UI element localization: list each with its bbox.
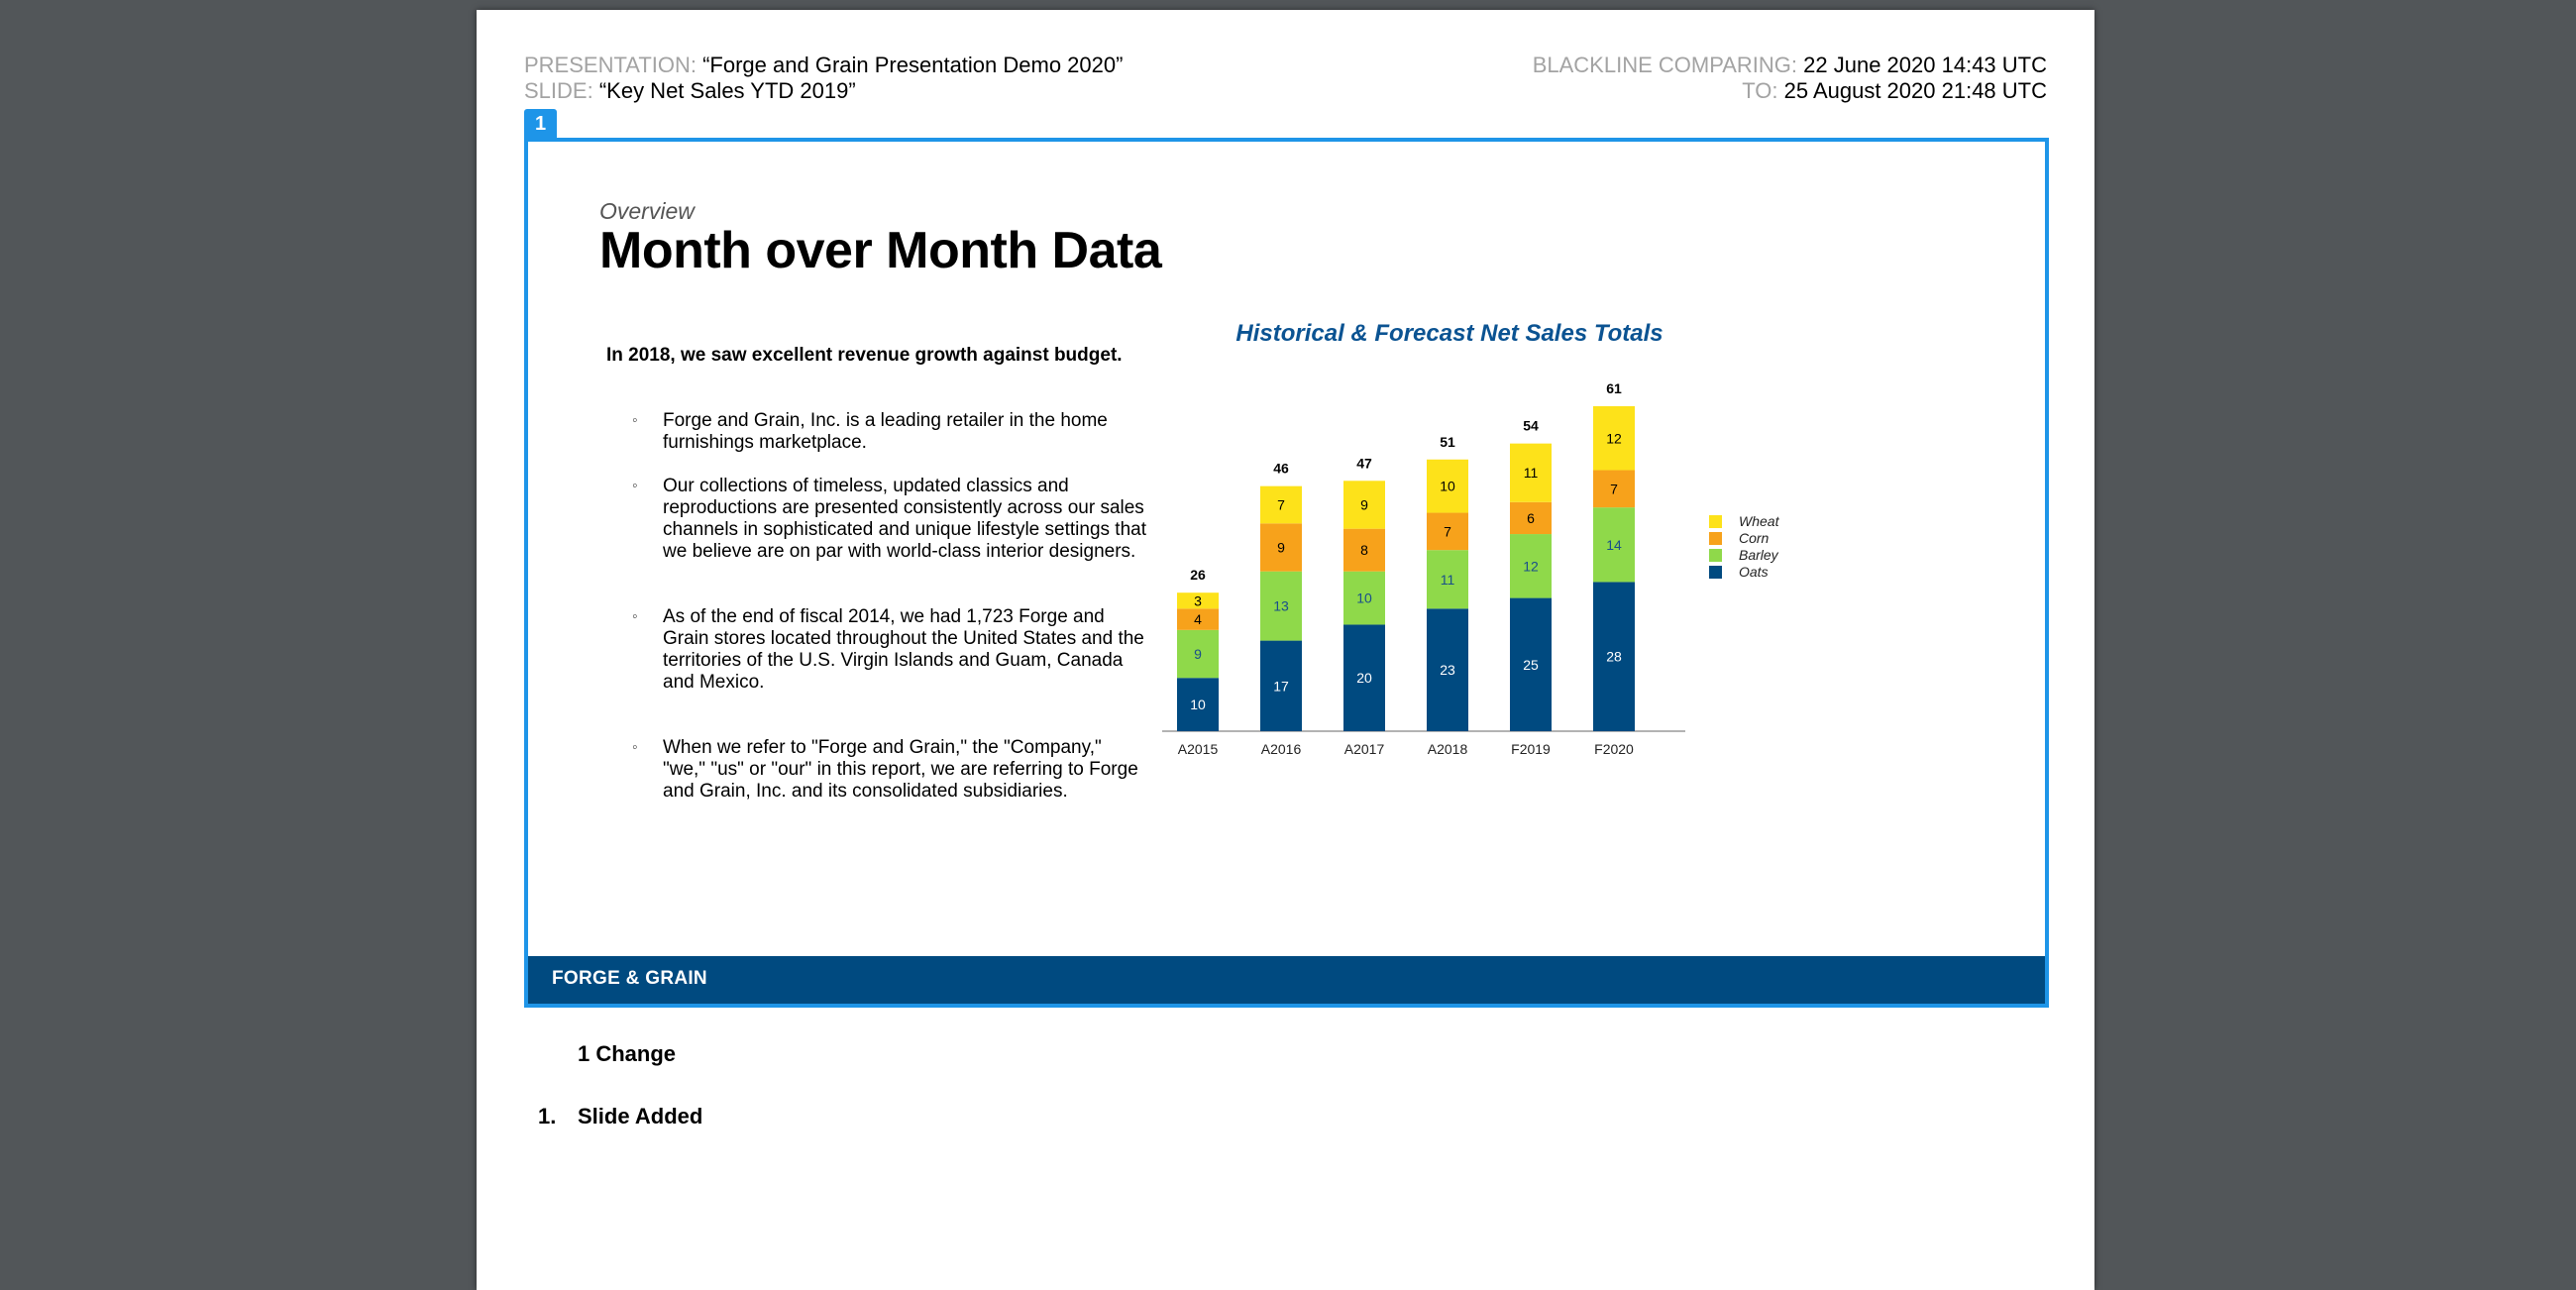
slide-value: “Key Net Sales YTD 2019” [598,78,856,103]
bar-value-label: 9 [1194,646,1202,663]
bar-value-label: 25 [1523,656,1539,673]
bar-value-label: 11 [1440,571,1455,588]
x-tick-label: A2017 [1343,741,1385,757]
bar-value-label: 14 [1606,536,1622,553]
compare-meta [1533,53,2047,104]
bar-value-label: 7 [1277,496,1285,513]
x-tick-label: F2020 [1594,741,1634,757]
bar-value-label: 28 [1606,648,1622,665]
change-item[interactable] [538,1104,702,1129]
bar-value-label: 11 [1523,465,1539,482]
bar-value-label: 7 [1444,523,1451,540]
slide-title: Month over Month Data [599,222,1162,279]
legend-label: Oats [1739,564,1769,580]
compare-key: BLACKLINE COMPARING: [1532,53,1798,77]
slide-bullet-list [632,410,1147,803]
bar-value-label: 9 [1360,496,1368,513]
bar-value-label: 17 [1273,678,1289,695]
footer-brand-text: FORGE & GRAIN [552,968,707,989]
bar-value-label: 23 [1440,662,1455,679]
document-page [477,10,2094,1290]
change-item-number: 1. [538,1104,557,1129]
slide-key: SLIDE: [524,78,593,103]
to-value: 25 August 2020 21:48 UTC [1783,78,2047,103]
bar-total-label: 46 [1273,460,1289,477]
presentation-key: PRESENTATION: [524,53,697,77]
legend-swatch [1709,549,1722,562]
x-tick-label: F2019 [1511,741,1551,757]
changes-summary: 1 Change [578,1041,677,1066]
bullet-item: ◦ When we refer to "Forge and Grain," the "Company," "we," "us" or "our" in this report, we are referring to Forge and Grain, Inc. and its consolidated subsidiaries. [632,737,1147,803]
bar-total-label: 61 [1606,380,1622,396]
bar-value-label: 13 [1273,597,1289,614]
bar-total-label: 51 [1440,433,1455,450]
x-tick-label: A2016 [1260,741,1302,757]
slide-number-badge[interactable]: 1 [524,109,557,139]
bar-value-label: 3 [1194,592,1202,609]
to-key: TO: [1742,78,1778,103]
bar-value-label: 7 [1610,481,1618,497]
compare-value: 22 June 2020 14:43 UTC [1803,53,2047,77]
presentation-meta [524,53,1123,104]
bullet-item: ◦ As of the end of fiscal 2014, we had 1,723 Forge and Grain stores located throughout the United States and the territories of the U.S. Virgin Islands and Guam, Canada and Mexico. [632,606,1147,694]
bar-value-label: 20 [1356,670,1372,687]
bar-total-label: 47 [1356,455,1372,472]
bar-value-label: 9 [1277,539,1285,556]
legend-label: Barley [1739,547,1778,563]
slide-footer-bar [528,956,2045,1004]
bar-value-label: 8 [1360,542,1368,559]
bar-total-label: 26 [1190,567,1206,584]
change-item-label: Slide Added [578,1104,703,1129]
legend-swatch [1709,532,1722,545]
bar-value-label: 10 [1440,478,1455,494]
slide-preview[interactable] [524,138,2049,1008]
bar-value-label: 6 [1527,509,1535,526]
bar-value-label: 4 [1194,611,1202,628]
bar-value-label: 10 [1356,590,1372,606]
chart-title: Historical & Forecast Net Sales Totals [1235,320,1664,347]
bullet-item: ◦ Our collections of timeless, updated classics and reproductions are presented consistently across our sales channels in sophisticated and unique lifestyle settings that we believe are on par with world-class interior designers. [632,476,1147,563]
legend-swatch [1709,566,1722,579]
legend-swatch [1709,515,1722,528]
slide-lead-text: In 2018, we saw excellent revenue growth against budget. [606,345,1123,366]
legend-label: Wheat [1739,513,1779,529]
bar-total-label: 54 [1523,417,1539,434]
bullet-item: ◦ Forge and Grain, Inc. is a leading retailer in the home furnishings marketplace. [632,410,1147,454]
bar-value-label: 12 [1606,430,1622,447]
bar-value-label: 12 [1523,558,1539,575]
x-tick-label: A2015 [1177,741,1219,757]
presentation-value: “Forge and Grain Presentation Demo 2020” [702,53,1124,77]
stacked-bar-chart [1142,379,1796,776]
legend-label: Corn [1739,530,1770,546]
x-tick-label: A2018 [1427,741,1468,757]
bar-value-label: 10 [1190,697,1206,713]
slide-overview-label: Overview [599,198,695,224]
